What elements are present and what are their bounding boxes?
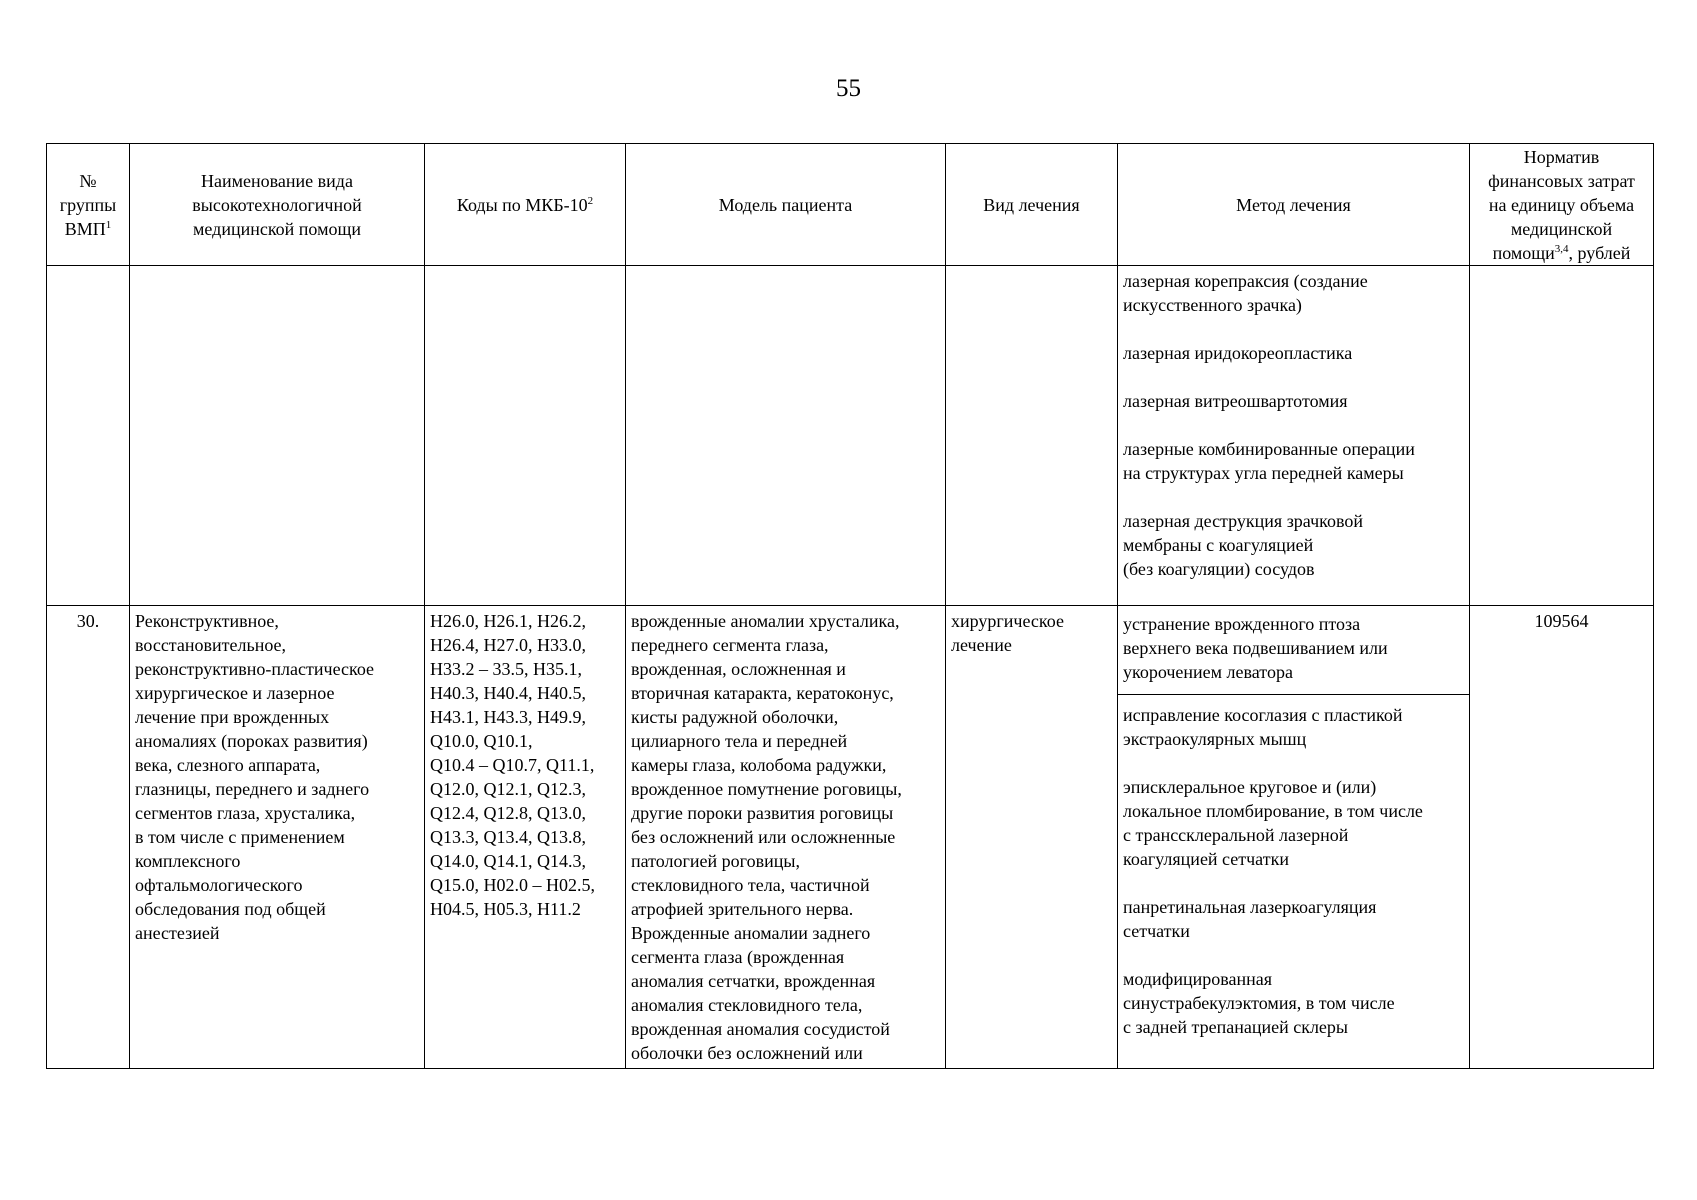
row1-model-cell: [626, 266, 946, 606]
method-ptosis-block: устранение врожденного птоза верхнего века подвешиванием или укорочением леватора: [1118, 609, 1469, 695]
row1-name-cell: [130, 266, 425, 606]
header-group-number: № группы ВМП$^1$: [47, 144, 130, 266]
header-vmp-name: Наименование вида высокотехнологичной медицинской помощи: [130, 144, 425, 266]
header-treatment-method: Метод лечения: [1118, 144, 1470, 266]
row1-method-cell: лазерная корепраксия (создание искусственного зрачка) лазерная иридокореопластика лазерная витреошвартотомия лазерные комбинированные операции на структурах угла передней камеры лазерная деструкция зрачковой мембраны с коагуляцией (без коагуляции) сосудов: [1118, 266, 1470, 606]
vmp-table: [46, 143, 1654, 1069]
row1-number-cell: [47, 266, 130, 606]
table-header-row: [47, 144, 1654, 266]
row2-treatment-cell: хирургическое лечение: [946, 606, 1118, 1069]
row1-codes-cell: [425, 266, 626, 606]
row2-norm-cell: 109564: [1470, 606, 1654, 1069]
table-row: [47, 266, 1654, 606]
header-treatment-type: Вид лечения: [946, 144, 1118, 266]
method-list-block: исправление косоглазия с пластикой экстраокулярных мышц эписклеральное круговое и (или) локальное пломбирование, в том числе с транссклеральной лазерной коагуляцией сетчатки панретинальная лазеркоагуляция сетчатки модифицированная синустрабекулэктомия, в том числе с задней трепанацией склеры: [1123, 705, 1423, 1037]
header-icd-codes: Коды по МКБ-$10^2$: [425, 144, 626, 266]
header-cost-norm: Норматив финансовых затрат на единицу объема медицинской помощи$^{3,4}$, рублей: [1470, 144, 1654, 266]
row2-name-cell: Реконструктивное, восстановительное, реконструктивно-пластическое хирургическое и лазерное лечение при врожденных аномалиях (пороках развития) века, слезного аппарата, глазницы, переднего и заднего сегментов глаза, хрусталика, в том числе с применением комплексного офтальмологического обследования под общей анестезией: [130, 606, 425, 1069]
row2-codes-cell: H26.0, H26.1, H26.2, H26.4, H27.0, H33.0, H33.2 – 33.5, H35.1, H40.3, H40.4, H40.5, H43.1, H43.3, H49.9, Q10.0, Q10.1, Q10.4 – Q10.7, Q11.1, Q12.0, Q12.1, Q12.3, Q12.4, Q12.8, Q13.0, Q13.3, Q13.4, Q13.8, Q14.0, Q14.1, Q14.3, Q15.0, H02.0 – H02.5, H04.5, H05.3, H11.2: [425, 606, 626, 1069]
table-row: [47, 606, 1654, 1069]
row2-method-cell: [1118, 606, 1470, 1069]
page-number: 55: [836, 75, 861, 102]
header-patient-model: Модель пациента: [626, 144, 946, 266]
row2-model-cell: врожденные аномалии хрусталика, переднего сегмента глаза, врожденная, осложненная и вторичная катаракта, кератоконус, кисты радужной оболочки, цилиарного тела и передней камеры глаза, колобома радужки, врожденное помутнение роговицы, другие пороки развития роговицы без осложнений или осложненные патологией роговицы, стекловидного тела, частичной атрофией зрительного нерва. Врожденные аномалии заднего сегмента глаза (врожденная аномалия сетчатки, врожденная аномалия стекловидного тела, врожденная аномалия сосудистой оболочки без осложнений или: [626, 606, 946, 1069]
row1-norm-cell: [1470, 266, 1654, 606]
row2-number-cell: 30.: [47, 606, 130, 1069]
row1-treatment-cell: [946, 266, 1118, 606]
